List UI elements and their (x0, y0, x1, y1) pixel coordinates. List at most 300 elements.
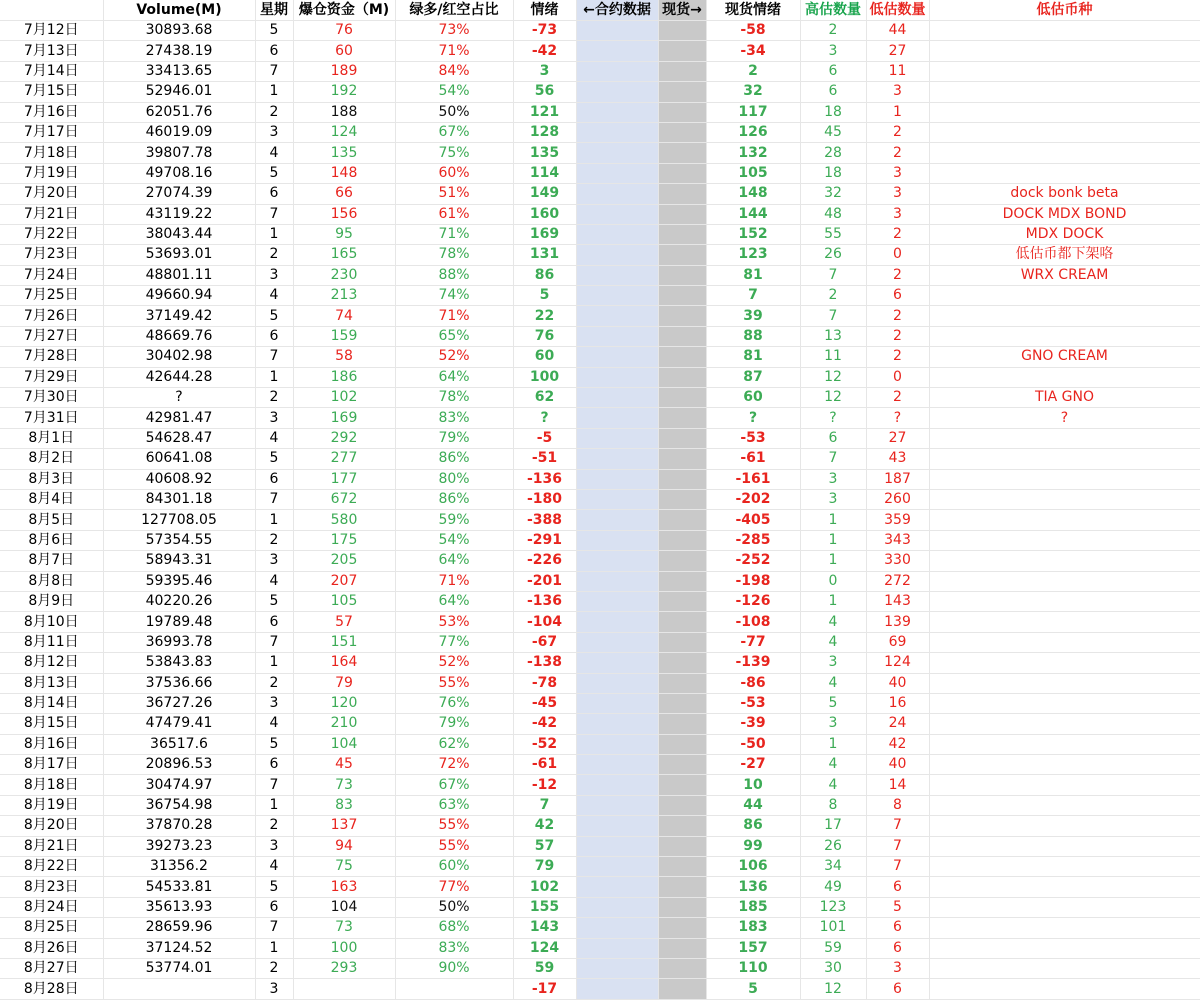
cell-liquidation[interactable]: 205 (293, 551, 395, 571)
cell-volume[interactable]: 58943.31 (103, 551, 255, 571)
cell-spot-blank[interactable] (658, 632, 706, 652)
cell-ratio[interactable]: 50% (395, 897, 513, 917)
cell-ratio[interactable]: 55% (395, 836, 513, 856)
cell-undervalued-coins[interactable] (929, 41, 1200, 61)
cell-spot-blank[interactable] (658, 102, 706, 122)
cell-liquidation[interactable]: 186 (293, 367, 395, 387)
cell-overvalued-count[interactable]: 123 (800, 897, 866, 917)
cell-spot-mood[interactable]: 110 (706, 958, 800, 978)
cell-volume[interactable]: 47479.41 (103, 714, 255, 734)
cell-volume[interactable]: 36727.26 (103, 693, 255, 713)
cell-undervalued-coins[interactable] (929, 714, 1200, 734)
cell-ratio[interactable]: 79% (395, 714, 513, 734)
cell-spot-mood[interactable]: -53 (706, 428, 800, 448)
cell-contract-blank[interactable] (576, 204, 658, 224)
cell-contract-blank[interactable] (576, 41, 658, 61)
cell-volume[interactable]: 43119.22 (103, 204, 255, 224)
cell-undervalued-count[interactable]: 43 (866, 449, 929, 469)
cell-spot-mood[interactable]: 152 (706, 224, 800, 244)
cell-ratio[interactable]: 76% (395, 693, 513, 713)
cell-volume[interactable]: 37536.66 (103, 673, 255, 693)
cell-contract-blank[interactable] (576, 918, 658, 938)
cell-overvalued-count[interactable]: 12 (800, 367, 866, 387)
cell-contract-blank[interactable] (576, 21, 658, 41)
cell-undervalued-count[interactable]: 6 (866, 286, 929, 306)
cell-liquidation[interactable]: 213 (293, 286, 395, 306)
cell-liquidation[interactable]: 135 (293, 143, 395, 163)
cell-spot-mood[interactable]: -405 (706, 510, 800, 530)
cell-liquidation[interactable]: 672 (293, 489, 395, 509)
cell-overvalued-count[interactable]: 7 (800, 265, 866, 285)
cell-contract-blank[interactable] (576, 449, 658, 469)
cell-weekday[interactable]: 3 (255, 693, 293, 713)
cell-volume[interactable]: 46019.09 (103, 122, 255, 142)
cell-weekday[interactable]: 7 (255, 775, 293, 795)
cell-date[interactable]: 8月8日 (0, 571, 103, 591)
header-volume[interactable]: Volume(M) (103, 0, 255, 21)
cell-mood[interactable]: -78 (513, 673, 576, 693)
cell-undervalued-count[interactable]: 3 (866, 184, 929, 204)
header-ratio[interactable]: 绿多/红空占比 (395, 0, 513, 21)
cell-spot-blank[interactable] (658, 836, 706, 856)
cell-liquidation[interactable]: 189 (293, 61, 395, 81)
cell-liquidation[interactable]: 105 (293, 591, 395, 611)
cell-spot-blank[interactable] (658, 347, 706, 367)
cell-undervalued-count[interactable]: 24 (866, 714, 929, 734)
cell-overvalued-count[interactable]: 1 (800, 510, 866, 530)
cell-date[interactable]: 8月10日 (0, 612, 103, 632)
cell-weekday[interactable]: 5 (255, 591, 293, 611)
cell-mood[interactable]: 169 (513, 224, 576, 244)
cell-weekday[interactable]: 6 (255, 41, 293, 61)
cell-contract-blank[interactable] (576, 102, 658, 122)
cell-date[interactable]: 8月5日 (0, 510, 103, 530)
cell-overvalued-count[interactable]: 4 (800, 755, 866, 775)
cell-volume[interactable]: 49708.16 (103, 163, 255, 183)
cell-ratio[interactable]: 67% (395, 122, 513, 142)
cell-date[interactable]: 8月27日 (0, 958, 103, 978)
cell-overvalued-count[interactable]: 0 (800, 571, 866, 591)
cell-ratio[interactable]: 52% (395, 653, 513, 673)
cell-undervalued-count[interactable]: 6 (866, 979, 929, 999)
cell-spot-blank[interactable] (658, 979, 706, 999)
cell-volume[interactable]: 28659.96 (103, 918, 255, 938)
cell-contract-blank[interactable] (576, 897, 658, 917)
cell-date[interactable]: 7月13日 (0, 41, 103, 61)
cell-ratio[interactable]: 59% (395, 510, 513, 530)
cell-contract-blank[interactable] (576, 877, 658, 897)
cell-overvalued-count[interactable]: 3 (800, 469, 866, 489)
cell-weekday[interactable]: 1 (255, 82, 293, 102)
cell-weekday[interactable]: 2 (255, 388, 293, 408)
cell-spot-blank[interactable] (658, 591, 706, 611)
cell-spot-mood[interactable]: 86 (706, 816, 800, 836)
cell-overvalued-count[interactable]: 13 (800, 326, 866, 346)
cell-undervalued-count[interactable]: ? (866, 408, 929, 428)
cell-overvalued-count[interactable]: 6 (800, 82, 866, 102)
cell-ratio[interactable]: 60% (395, 163, 513, 183)
cell-spot-mood[interactable]: -202 (706, 489, 800, 509)
cell-mood[interactable]: -136 (513, 591, 576, 611)
cell-mood[interactable]: -52 (513, 734, 576, 754)
cell-spot-mood[interactable]: -50 (706, 734, 800, 754)
cell-spot-blank[interactable] (658, 21, 706, 41)
cell-undervalued-count[interactable]: 3 (866, 163, 929, 183)
cell-undervalued-coins[interactable] (929, 143, 1200, 163)
cell-weekday[interactable]: 3 (255, 979, 293, 999)
cell-ratio[interactable]: 86% (395, 489, 513, 509)
cell-spot-blank[interactable] (658, 163, 706, 183)
cell-overvalued-count[interactable]: 101 (800, 918, 866, 938)
cell-date[interactable]: 8月20日 (0, 816, 103, 836)
cell-spot-blank[interactable] (658, 816, 706, 836)
cell-contract-blank[interactable] (576, 408, 658, 428)
cell-spot-mood[interactable]: -53 (706, 693, 800, 713)
cell-liquidation[interactable]: 163 (293, 877, 395, 897)
cell-spot-mood[interactable]: 2 (706, 61, 800, 81)
cell-ratio[interactable]: 53% (395, 612, 513, 632)
cell-mood[interactable]: 114 (513, 163, 576, 183)
cell-weekday[interactable]: 2 (255, 958, 293, 978)
cell-spot-blank[interactable] (658, 245, 706, 265)
cell-spot-mood[interactable]: -108 (706, 612, 800, 632)
cell-liquidation[interactable]: 188 (293, 102, 395, 122)
cell-undervalued-coins[interactable]: dock bonk beta (929, 184, 1200, 204)
cell-weekday[interactable]: 4 (255, 571, 293, 591)
cell-contract-blank[interactable] (576, 163, 658, 183)
cell-ratio[interactable]: 54% (395, 530, 513, 550)
cell-date[interactable]: 7月28日 (0, 347, 103, 367)
cell-volume[interactable]: 33413.65 (103, 61, 255, 81)
cell-mood[interactable]: -73 (513, 21, 576, 41)
header-weekday[interactable]: 星期 (255, 0, 293, 21)
cell-spot-blank[interactable] (658, 897, 706, 917)
cell-volume[interactable]: 19789.48 (103, 612, 255, 632)
cell-undervalued-count[interactable]: 2 (866, 388, 929, 408)
cell-spot-mood[interactable]: 88 (706, 326, 800, 346)
cell-undervalued-count[interactable]: 0 (866, 245, 929, 265)
cell-weekday[interactable]: 4 (255, 428, 293, 448)
cell-ratio[interactable]: 83% (395, 408, 513, 428)
cell-date[interactable]: 7月18日 (0, 143, 103, 163)
cell-liquidation[interactable]: 151 (293, 632, 395, 652)
cell-mood[interactable]: 121 (513, 102, 576, 122)
cell-spot-blank[interactable] (658, 184, 706, 204)
cell-date[interactable]: 7月22日 (0, 224, 103, 244)
cell-spot-blank[interactable] (658, 82, 706, 102)
cell-spot-mood[interactable]: 81 (706, 347, 800, 367)
cell-date[interactable]: 7月20日 (0, 184, 103, 204)
cell-volume[interactable] (103, 979, 255, 999)
cell-undervalued-coins[interactable] (929, 755, 1200, 775)
cell-undervalued-coins[interactable] (929, 877, 1200, 897)
cell-date[interactable]: 7月24日 (0, 265, 103, 285)
cell-undervalued-coins[interactable] (929, 102, 1200, 122)
cell-overvalued-count[interactable]: 12 (800, 979, 866, 999)
cell-weekday[interactable]: 7 (255, 347, 293, 367)
cell-weekday[interactable]: 1 (255, 367, 293, 387)
cell-spot-mood[interactable]: 136 (706, 877, 800, 897)
cell-spot-blank[interactable] (658, 877, 706, 897)
cell-contract-blank[interactable] (576, 958, 658, 978)
cell-undervalued-coins[interactable] (929, 591, 1200, 611)
cell-ratio[interactable]: 50% (395, 102, 513, 122)
cell-spot-mood[interactable]: -39 (706, 714, 800, 734)
cell-date[interactable]: 8月16日 (0, 734, 103, 754)
cell-overvalued-count[interactable]: 2 (800, 21, 866, 41)
cell-spot-mood[interactable]: 144 (706, 204, 800, 224)
header-overvalued-count[interactable]: 高估数量 (800, 0, 866, 21)
cell-overvalued-count[interactable]: 49 (800, 877, 866, 897)
cell-overvalued-count[interactable]: 4 (800, 775, 866, 795)
cell-undervalued-coins[interactable] (929, 428, 1200, 448)
cell-liquidation[interactable]: 60 (293, 41, 395, 61)
cell-mood[interactable]: -201 (513, 571, 576, 591)
cell-mood[interactable]: 131 (513, 245, 576, 265)
cell-weekday[interactable]: 4 (255, 286, 293, 306)
cell-mood[interactable]: -45 (513, 693, 576, 713)
cell-undervalued-count[interactable]: 6 (866, 877, 929, 897)
cell-volume[interactable]: 36993.78 (103, 632, 255, 652)
cell-spot-blank[interactable] (658, 714, 706, 734)
cell-liquidation[interactable]: 104 (293, 897, 395, 917)
cell-liquidation[interactable]: 580 (293, 510, 395, 530)
cell-spot-blank[interactable] (658, 41, 706, 61)
cell-spot-blank[interactable] (658, 61, 706, 81)
cell-weekday[interactable]: 5 (255, 734, 293, 754)
cell-undervalued-coins[interactable]: WRX CREAM (929, 265, 1200, 285)
cell-weekday[interactable]: 2 (255, 102, 293, 122)
cell-mood[interactable]: 143 (513, 918, 576, 938)
cell-undervalued-coins[interactable] (929, 571, 1200, 591)
cell-mood[interactable]: 128 (513, 122, 576, 142)
cell-volume[interactable]: 37124.52 (103, 938, 255, 958)
cell-ratio[interactable]: 71% (395, 224, 513, 244)
cell-ratio[interactable]: 83% (395, 938, 513, 958)
cell-ratio[interactable]: 71% (395, 306, 513, 326)
cell-contract-blank[interactable] (576, 469, 658, 489)
cell-liquidation[interactable]: 165 (293, 245, 395, 265)
header-contract-data[interactable]: ←合约数据 (576, 0, 658, 21)
cell-undervalued-coins[interactable] (929, 734, 1200, 754)
cell-spot-mood[interactable]: 126 (706, 122, 800, 142)
cell-undervalued-coins[interactable]: GNO CREAM (929, 347, 1200, 367)
cell-contract-blank[interactable] (576, 979, 658, 999)
cell-contract-blank[interactable] (576, 82, 658, 102)
cell-overvalued-count[interactable]: 17 (800, 816, 866, 836)
header-spot[interactable]: 现货→ (658, 0, 706, 21)
cell-contract-blank[interactable] (576, 653, 658, 673)
cell-spot-mood[interactable]: 99 (706, 836, 800, 856)
cell-undervalued-coins[interactable] (929, 82, 1200, 102)
cell-contract-blank[interactable] (576, 612, 658, 632)
cell-mood[interactable]: 60 (513, 347, 576, 367)
cell-mood[interactable]: -51 (513, 449, 576, 469)
cell-overvalued-count[interactable]: 28 (800, 143, 866, 163)
cell-spot-blank[interactable] (658, 571, 706, 591)
cell-mood[interactable]: -12 (513, 775, 576, 795)
cell-spot-mood[interactable]: -27 (706, 755, 800, 775)
cell-weekday[interactable]: 3 (255, 836, 293, 856)
cell-overvalued-count[interactable]: 4 (800, 632, 866, 652)
cell-undervalued-count[interactable]: 44 (866, 21, 929, 41)
cell-overvalued-count[interactable]: 12 (800, 388, 866, 408)
cell-mood[interactable]: ? (513, 408, 576, 428)
cell-volume[interactable]: 52946.01 (103, 82, 255, 102)
cell-contract-blank[interactable] (576, 571, 658, 591)
cell-ratio[interactable]: 63% (395, 795, 513, 815)
cell-weekday[interactable]: 1 (255, 938, 293, 958)
cell-volume[interactable]: 37149.42 (103, 306, 255, 326)
cell-weekday[interactable]: 2 (255, 816, 293, 836)
cell-undervalued-coins[interactable] (929, 286, 1200, 306)
cell-undervalued-count[interactable]: 343 (866, 530, 929, 550)
cell-mood[interactable]: -5 (513, 428, 576, 448)
cell-volume[interactable]: 48669.76 (103, 326, 255, 346)
cell-volume[interactable]: ? (103, 388, 255, 408)
cell-weekday[interactable]: 5 (255, 449, 293, 469)
cell-date[interactable]: 7月26日 (0, 306, 103, 326)
cell-spot-blank[interactable] (658, 530, 706, 550)
cell-undervalued-coins[interactable]: ? (929, 408, 1200, 428)
cell-spot-mood[interactable]: 117 (706, 102, 800, 122)
cell-mood[interactable]: 22 (513, 306, 576, 326)
cell-mood[interactable]: 7 (513, 795, 576, 815)
cell-undervalued-coins[interactable]: 低估币都下架咯 (929, 245, 1200, 265)
cell-spot-mood[interactable]: -77 (706, 632, 800, 652)
cell-spot-blank[interactable] (658, 204, 706, 224)
cell-liquidation[interactable]: 292 (293, 428, 395, 448)
cell-contract-blank[interactable] (576, 489, 658, 509)
cell-date[interactable]: 8月23日 (0, 877, 103, 897)
cell-weekday[interactable]: 7 (255, 918, 293, 938)
cell-undervalued-count[interactable]: 27 (866, 41, 929, 61)
cell-undervalued-count[interactable]: 2 (866, 122, 929, 142)
cell-spot-mood[interactable]: 185 (706, 897, 800, 917)
cell-volume[interactable]: 39807.78 (103, 143, 255, 163)
cell-weekday[interactable]: 5 (255, 306, 293, 326)
cell-volume[interactable]: 39273.23 (103, 836, 255, 856)
cell-spot-blank[interactable] (658, 388, 706, 408)
cell-mood[interactable]: -42 (513, 714, 576, 734)
cell-undervalued-count[interactable]: 0 (866, 367, 929, 387)
cell-date[interactable]: 8月12日 (0, 653, 103, 673)
cell-undervalued-count[interactable]: 40 (866, 755, 929, 775)
cell-ratio[interactable]: 78% (395, 245, 513, 265)
cell-date[interactable]: 7月25日 (0, 286, 103, 306)
cell-undervalued-count[interactable]: 7 (866, 816, 929, 836)
cell-date[interactable]: 8月1日 (0, 428, 103, 448)
cell-mood[interactable]: -17 (513, 979, 576, 999)
cell-liquidation[interactable]: 104 (293, 734, 395, 754)
cell-ratio[interactable]: 88% (395, 265, 513, 285)
cell-contract-blank[interactable] (576, 367, 658, 387)
cell-contract-blank[interactable] (576, 245, 658, 265)
cell-spot-blank[interactable] (658, 775, 706, 795)
cell-spot-mood[interactable]: -198 (706, 571, 800, 591)
cell-contract-blank[interactable] (576, 591, 658, 611)
cell-weekday[interactable]: 5 (255, 163, 293, 183)
cell-undervalued-coins[interactable] (929, 795, 1200, 815)
cell-overvalued-count[interactable]: 1 (800, 734, 866, 754)
cell-ratio[interactable]: 55% (395, 816, 513, 836)
cell-undervalued-coins[interactable] (929, 673, 1200, 693)
cell-mood[interactable]: 5 (513, 286, 576, 306)
cell-undervalued-count[interactable]: 2 (866, 224, 929, 244)
cell-ratio[interactable]: 51% (395, 184, 513, 204)
cell-contract-blank[interactable] (576, 143, 658, 163)
cell-volume[interactable]: 40608.92 (103, 469, 255, 489)
cell-mood[interactable]: 160 (513, 204, 576, 224)
cell-spot-mood[interactable]: -285 (706, 530, 800, 550)
cell-volume[interactable]: 62051.76 (103, 102, 255, 122)
cell-weekday[interactable]: 1 (255, 510, 293, 530)
cell-date[interactable]: 8月14日 (0, 693, 103, 713)
cell-weekday[interactable]: 4 (255, 857, 293, 877)
cell-overvalued-count[interactable]: 8 (800, 795, 866, 815)
cell-undervalued-count[interactable]: 187 (866, 469, 929, 489)
cell-date[interactable]: 8月26日 (0, 938, 103, 958)
cell-weekday[interactable]: 4 (255, 143, 293, 163)
cell-weekday[interactable]: 3 (255, 551, 293, 571)
cell-liquidation[interactable]: 57 (293, 612, 395, 632)
header-spot-mood[interactable]: 现货情绪 (706, 0, 800, 21)
cell-ratio[interactable]: 86% (395, 449, 513, 469)
cell-spot-mood[interactable]: 183 (706, 918, 800, 938)
cell-volume[interactable]: 30893.68 (103, 21, 255, 41)
cell-contract-blank[interactable] (576, 184, 658, 204)
cell-spot-blank[interactable] (658, 958, 706, 978)
cell-date[interactable]: 8月18日 (0, 775, 103, 795)
cell-volume[interactable]: 36517.6 (103, 734, 255, 754)
cell-undervalued-coins[interactable]: DOCK MDX BOND (929, 204, 1200, 224)
cell-undervalued-count[interactable]: 42 (866, 734, 929, 754)
cell-contract-blank[interactable] (576, 326, 658, 346)
cell-weekday[interactable]: 7 (255, 632, 293, 652)
cell-volume[interactable]: 37870.28 (103, 816, 255, 836)
cell-spot-blank[interactable] (658, 918, 706, 938)
cell-spot-mood[interactable]: 106 (706, 857, 800, 877)
cell-contract-blank[interactable] (576, 61, 658, 81)
cell-contract-blank[interactable] (576, 551, 658, 571)
cell-weekday[interactable]: 1 (255, 795, 293, 815)
cell-volume[interactable]: 42644.28 (103, 367, 255, 387)
cell-spot-blank[interactable] (658, 653, 706, 673)
cell-ratio[interactable]: 55% (395, 673, 513, 693)
cell-mood[interactable]: 86 (513, 265, 576, 285)
cell-spot-mood[interactable]: 60 (706, 388, 800, 408)
cell-contract-blank[interactable] (576, 857, 658, 877)
cell-undervalued-coins[interactable] (929, 938, 1200, 958)
cell-spot-blank[interactable] (658, 673, 706, 693)
cell-undervalued-coins[interactable] (929, 693, 1200, 713)
cell-mood[interactable]: -104 (513, 612, 576, 632)
cell-overvalued-count[interactable]: 3 (800, 653, 866, 673)
cell-liquidation[interactable]: 45 (293, 755, 395, 775)
cell-undervalued-count[interactable]: 2 (866, 265, 929, 285)
cell-date[interactable]: 7月27日 (0, 326, 103, 346)
cell-ratio[interactable]: 77% (395, 877, 513, 897)
cell-spot-blank[interactable] (658, 510, 706, 530)
cell-overvalued-count[interactable]: 2 (800, 286, 866, 306)
cell-spot-blank[interactable] (658, 265, 706, 285)
cell-spot-blank[interactable] (658, 489, 706, 509)
cell-spot-blank[interactable] (658, 612, 706, 632)
cell-ratio[interactable]: 65% (395, 326, 513, 346)
cell-liquidation[interactable]: 73 (293, 918, 395, 938)
cell-overvalued-count[interactable]: 4 (800, 673, 866, 693)
cell-ratio[interactable]: 67% (395, 775, 513, 795)
